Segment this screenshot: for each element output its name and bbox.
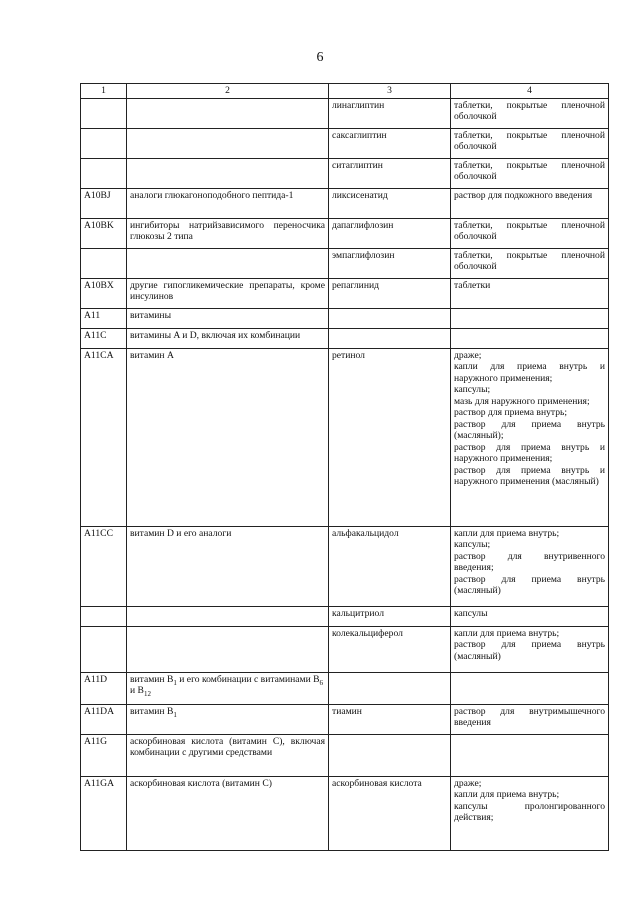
group-name-cell: аскорбиновая кислота (витамин C), включая комбинации с другими средствами xyxy=(127,734,329,776)
dosage-forms-cell xyxy=(451,128,609,158)
atc-code-cell: A11CC xyxy=(81,526,127,606)
subscript: 1 xyxy=(173,710,177,719)
dosage-forms-cell xyxy=(451,526,609,606)
table-row xyxy=(81,278,609,308)
table-row xyxy=(81,158,609,188)
drug-name-cell: линаглиптин xyxy=(329,98,451,128)
table-row xyxy=(81,128,609,158)
table-row xyxy=(81,188,609,218)
dosage-form: таблетки, покрытые пленочной оболочкой xyxy=(454,159,605,182)
page-number: 6 xyxy=(316,50,324,65)
table-row xyxy=(81,526,609,606)
dosage-form: драже; xyxy=(454,349,482,361)
table-row xyxy=(81,328,609,348)
atc-code-cell xyxy=(81,248,127,278)
drug-name-cell: ретинол xyxy=(329,348,451,526)
table-row xyxy=(81,626,609,672)
dosage-form: драже; xyxy=(454,777,482,789)
group-name-cell xyxy=(127,128,329,158)
atc-code-cell: A11G xyxy=(81,734,127,776)
atc-code-cell: A10BJ xyxy=(81,188,127,218)
atc-code-cell: A10BK xyxy=(81,218,127,248)
dosage-form: раствор для приема внутрь; xyxy=(454,407,568,418)
dosage-form: капли для приема внутрь; xyxy=(454,527,560,539)
dosage-form: раствор для приема внутрь и наружного применения (масляный) xyxy=(454,464,605,487)
group-name-cell: аналоги глюкагоноподобного пептида-1 xyxy=(127,188,329,218)
text-segment: витамин B xyxy=(130,673,174,685)
dosage-form: раствор для приема внутрь (масляный); xyxy=(454,418,605,441)
dosage-form: таблетки, покрытые пленочной оболочкой xyxy=(454,99,605,122)
group-name-cell: витамин D и его аналоги xyxy=(127,526,329,606)
dosage-forms-cell xyxy=(451,626,609,672)
dosage-form: раствор для подкожного введения xyxy=(454,189,593,201)
drug-name-cell: колекальциферол xyxy=(329,626,451,672)
table-row xyxy=(81,734,609,776)
dosage-forms-cell xyxy=(451,606,609,626)
atc-code-cell xyxy=(81,158,127,188)
drug-name-cell: альфакальцидол xyxy=(329,526,451,606)
dosage-form: капсулы пролонгированного действия; xyxy=(454,800,605,823)
group-name-cell xyxy=(127,158,329,188)
atc-code-cell: A11D xyxy=(81,672,127,704)
dosage-form: капли для приема внутрь и наружного применения; xyxy=(454,361,605,384)
dosage-forms-cell xyxy=(451,776,609,850)
drug-name-cell xyxy=(329,328,451,348)
atc-code-cell xyxy=(81,98,127,128)
table-row xyxy=(81,308,609,328)
group-name-cell xyxy=(127,248,329,278)
group-name-cell xyxy=(127,98,329,128)
drug-name-cell xyxy=(329,734,451,776)
dosage-form: раствор для приема внутрь и наружного применения; xyxy=(454,441,605,464)
group-name-cell xyxy=(127,606,329,626)
dosage-forms-cell xyxy=(451,348,609,526)
dosage-forms-cell xyxy=(451,704,609,734)
table-row xyxy=(81,348,609,526)
atc-code-cell: A11GA xyxy=(81,776,127,850)
dosage-form: раствор для внутривенного введения; xyxy=(454,550,605,573)
subscript: 6 xyxy=(319,678,324,687)
atc-code-cell: A11DA xyxy=(81,704,127,734)
drug-name-cell: репаглинид xyxy=(329,278,451,308)
dosage-form: капсулы; xyxy=(454,539,491,550)
table-row xyxy=(81,218,609,248)
atc-code-cell: A11 xyxy=(81,308,127,328)
group-name-cell xyxy=(127,704,329,734)
dosage-form: таблетки, покрытые пленочной оболочкой xyxy=(454,219,605,242)
dosage-form: капсулы xyxy=(454,607,488,619)
dosage-form: капли для приема внутрь; xyxy=(454,627,560,639)
group-name-cell: аскорбиновая кислота (витамин C) xyxy=(127,776,329,850)
column-header: 4 xyxy=(451,84,609,99)
dosage-forms-cell xyxy=(451,308,609,328)
dosage-forms-cell xyxy=(451,248,609,278)
drug-name-cell: тиамин xyxy=(329,704,451,734)
dosage-forms-cell xyxy=(451,98,609,128)
dosage-forms-cell xyxy=(451,218,609,248)
table-row xyxy=(81,672,609,704)
atc-code-cell xyxy=(81,626,127,672)
column-header: 1 xyxy=(81,84,127,99)
dosage-forms-cell xyxy=(451,734,609,776)
subscript: 1 xyxy=(173,678,177,687)
atc-code-cell: A11C xyxy=(81,328,127,348)
drug-name-cell: дапаглифлозин xyxy=(329,218,451,248)
atc-code-cell: A11CA xyxy=(81,348,127,526)
table-row xyxy=(81,248,609,278)
header-row xyxy=(81,84,609,99)
drug-name-cell: ликсисенатид xyxy=(329,188,451,218)
table-row xyxy=(81,606,609,626)
drug-name-cell: эмпаглифлозин xyxy=(329,248,451,278)
dosage-forms-cell xyxy=(451,188,609,218)
group-name-cell xyxy=(127,672,329,704)
table-row xyxy=(81,98,609,128)
text-segment: витамин B xyxy=(130,705,174,717)
table-row xyxy=(81,704,609,734)
dosage-form: таблетки, покрытые пленочной оболочкой xyxy=(454,249,605,272)
dosage-form: капли для приема внутрь; xyxy=(454,789,560,800)
group-name-cell: витамины A и D, включая их комбинации xyxy=(127,328,329,348)
drug-name-cell xyxy=(329,308,451,328)
atc-code-cell: A10BX xyxy=(81,278,127,308)
dosage-forms-cell xyxy=(451,158,609,188)
text-segment: и B xyxy=(130,685,144,696)
dosage-form: мазь для наружного применения; xyxy=(454,395,590,407)
drug-name-cell: аскорбиновая кислота xyxy=(329,776,451,850)
drug-name-cell: кальцитриол xyxy=(329,606,451,626)
group-name-cell: другие гипогликемические препараты, кроме инсулинов xyxy=(127,278,329,308)
subscript: 12 xyxy=(143,689,151,698)
table-row xyxy=(81,776,609,850)
column-header: 3 xyxy=(329,84,451,99)
dosage-form: раствор для приема внутрь (масляный) xyxy=(454,573,605,596)
dosage-form: раствор для приема внутрь (масляный) xyxy=(454,639,605,662)
group-name-cell: витамины xyxy=(127,308,329,328)
dosage-forms-cell xyxy=(451,672,609,704)
drug-name-cell: ситаглиптин xyxy=(329,158,451,188)
group-name-cell: витамин A xyxy=(127,348,329,526)
dosage-form: таблетки xyxy=(454,279,491,291)
group-name-cell xyxy=(127,626,329,672)
atc-code-cell xyxy=(81,606,127,626)
dosage-forms-cell xyxy=(451,278,609,308)
dosage-form: капсулы; xyxy=(454,384,491,395)
dosage-form: таблетки, покрытые пленочной оболочкой xyxy=(454,129,605,152)
group-name-cell: ингибиторы натрийзависимого переносчика глюкозы 2 типа xyxy=(127,218,329,248)
dosage-forms-cell xyxy=(451,328,609,348)
text-segment: и его комбинации с витаминами B xyxy=(176,673,320,685)
drug-name-cell: саксаглиптин xyxy=(329,128,451,158)
drug-registry-table xyxy=(80,83,609,851)
column-header: 2 xyxy=(127,84,329,99)
drug-name-cell xyxy=(329,672,451,704)
atc-code-cell xyxy=(81,128,127,158)
dosage-form: раствор для внутримышечного введения xyxy=(454,705,605,728)
